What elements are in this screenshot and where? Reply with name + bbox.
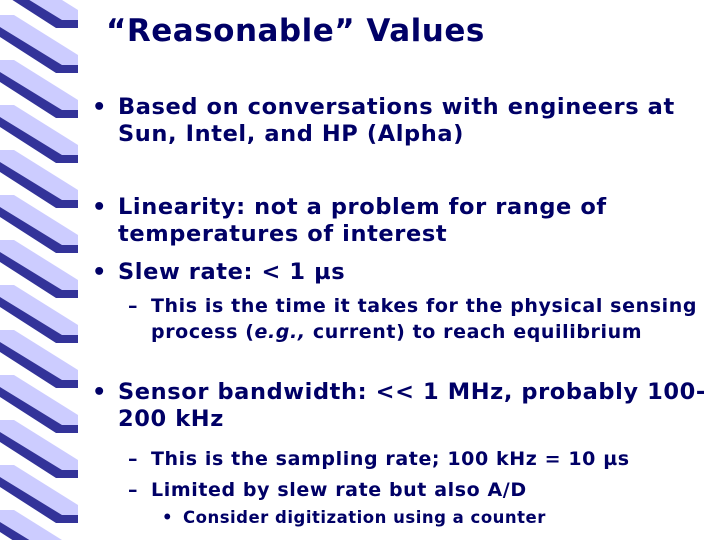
text-part: current) to reach equilibrium — [305, 321, 643, 343]
bullet-text — [151, 293, 708, 345]
text-part: This is the time it takes for the physical sensing process ( — [151, 295, 698, 343]
sub-bullet-limited-by — [128, 477, 708, 503]
bullet-text: Based on conversations with engineers at Sun, Intel, and HP (Alpha) — [118, 94, 675, 147]
bullet-marker: • — [92, 94, 107, 120]
bullet-slew-rate — [92, 259, 708, 286]
bullet-text: Consider digitization using a counter — [183, 508, 546, 527]
bullet-text: Limited by slew rate but also A/D — [151, 479, 527, 501]
dash-marker: – — [128, 448, 139, 470]
bullet-marker: • — [92, 259, 107, 285]
left-decorative-band — [0, 0, 80, 540]
bullet-marker: • — [92, 194, 107, 220]
bullet-linearity — [92, 194, 708, 248]
bullet-marker: • — [162, 508, 174, 527]
slide-title: “Reasonable” Values — [106, 13, 485, 49]
sub-sub-bullet-digitization — [162, 507, 712, 529]
sub-bullet-sampling-rate — [128, 446, 708, 472]
bullet-text: Linearity: not a problem for range of temperatures of interest — [118, 194, 607, 247]
bullet-text: This is the sampling rate; 100 kHz = 10 µs — [151, 448, 630, 470]
dash-marker: – — [128, 479, 139, 501]
italic-text: e.g., — [254, 321, 306, 343]
bullet-sensor-bandwidth — [92, 379, 708, 433]
sub-bullet-settling-time — [128, 293, 708, 345]
bullet-text: Sensor bandwidth: << 1 MHz, probably 100-200 kHz — [118, 379, 706, 432]
bullet-conversations — [92, 94, 708, 148]
bullet-text: Slew rate: < 1 µs — [118, 259, 346, 285]
bullet-marker: • — [92, 379, 107, 405]
dash-marker: – — [128, 295, 139, 317]
